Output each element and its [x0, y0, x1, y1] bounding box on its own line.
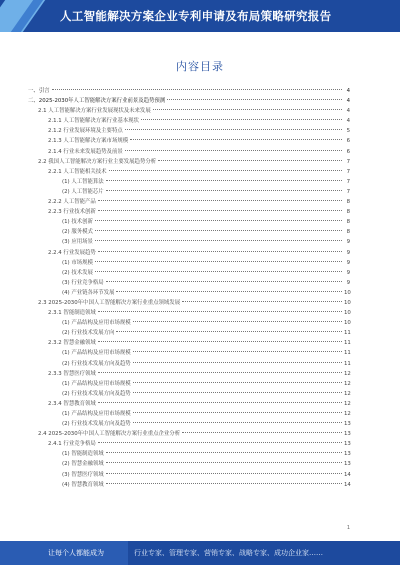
toc-entry-title: (4) 智慧教育领域: [62, 481, 104, 488]
toc-entry[interactable]: [28, 197, 350, 207]
toc-entry-title: 2.4 2025-2030年中国人工智能解决方案行业重点企业分析: [38, 431, 181, 438]
toc-leader-dots: [98, 251, 342, 252]
toc-entry-title: (1) 产品结构及应用市场规模: [62, 411, 131, 417]
toc-entry[interactable]: [28, 439, 350, 449]
toc-entry-page: 14: [344, 481, 351, 488]
toc-entry[interactable]: [28, 288, 350, 298]
page-footer: [0, 541, 400, 565]
toc-entry-page: 12: [344, 380, 351, 387]
toc-leader-dots: [125, 129, 342, 130]
toc-entry[interactable]: [28, 429, 350, 439]
toc-leader-dots: [95, 261, 342, 262]
toc-entry-title: (3) 智慧医疗领域: [62, 471, 104, 478]
toc-entry-title: 2.3.1 智能制造领域: [48, 310, 96, 317]
toc-entry-page: 4: [346, 98, 350, 105]
toc-entry-page: 4: [346, 118, 350, 125]
toc-leader-dots: [167, 99, 342, 100]
toc-entry-page: 7: [346, 168, 350, 175]
toc-entry-page: 7: [346, 158, 350, 165]
toc-entry-page: 9: [346, 239, 350, 246]
toc-entry-title: 2.1 人工智能解决方案行业发展现状及未来发展: [38, 108, 151, 115]
toc-entry-page: 10: [344, 320, 351, 327]
toc-leader-dots: [106, 473, 342, 474]
toc-entry[interactable]: [28, 126, 350, 136]
toc-entry-title: 2.2.1 人工智能相关技术: [48, 168, 107, 175]
toc-entry-title: 2.3.4 智慧教育领域: [48, 400, 96, 407]
toc-entry-title: (2) 技术发展: [62, 269, 93, 276]
toc-entry-title: 2.3.3 智慧医疗领域: [48, 370, 96, 377]
toc-leader-dots: [116, 331, 342, 332]
toc-entry-page: 5: [346, 128, 350, 135]
toc-entry-page: 8: [346, 209, 350, 216]
toc-entry-title: (2) 行业技术发展方向及趋势: [62, 360, 131, 367]
toc-entry-title: 2.4.1 行业竞争格局: [48, 441, 96, 448]
toc-entry[interactable]: [28, 369, 350, 379]
toc-leader-dots: [98, 311, 342, 312]
toc-leader-dots: [98, 442, 342, 443]
toc-leader-dots: [125, 150, 342, 151]
toc-leader-dots: [98, 402, 342, 403]
toc-entry[interactable]: [28, 419, 350, 429]
toc-leader-dots: [106, 190, 342, 191]
toc-entry-page: 13: [344, 421, 351, 428]
toc-entry-title: 2.1.3 人工智能解决方案市场规模: [48, 138, 129, 145]
toc-leader-dots: [133, 412, 342, 413]
toc-leader-dots: [133, 321, 342, 322]
page-number: 1: [346, 525, 350, 531]
toc-entry[interactable]: [28, 96, 350, 106]
toc-entry-page: 12: [344, 400, 351, 407]
toc-entry-page: 10: [344, 299, 351, 306]
toc-entry[interactable]: [28, 470, 350, 480]
toc-leader-dots: [95, 240, 342, 241]
toc-entry-page: 13: [344, 431, 351, 438]
toc-entry[interactable]: [28, 298, 350, 308]
report-title: 人工智能解决方案企业专利申请及布局策略研究报告: [60, 9, 332, 23]
toc-entry-title: (1) 产品结构及应用市场规模: [62, 350, 131, 357]
toc-entry-page: 7: [346, 178, 350, 185]
report-header: [0, 0, 400, 32]
toc-entry-page: 11: [344, 330, 351, 337]
toc-entry-title: 二、2025-2030年人工智能解决方案行业前景及趋势预测: [28, 98, 166, 105]
toc-leader-dots: [158, 160, 342, 161]
toc-leader-dots: [130, 139, 342, 140]
toc-entry[interactable]: [28, 116, 350, 126]
toc-entry-page: 7: [346, 188, 350, 195]
toc-entry-page: 14: [344, 471, 351, 478]
toc-leader-dots: [133, 351, 342, 352]
toc-entry-page: 9: [346, 249, 350, 256]
toc-leader-dots: [182, 432, 342, 433]
toc-entry[interactable]: [28, 278, 350, 288]
toc-entry[interactable]: [28, 379, 350, 389]
toc-entry[interactable]: [28, 147, 350, 157]
toc-entry-title: (3) 应用场景: [62, 239, 93, 246]
toc-entry-page: 8: [346, 229, 350, 236]
toc-entry-page: 6: [346, 148, 350, 155]
toc-entry[interactable]: [28, 348, 350, 358]
toc-entry-title: 2.2.4 行业发展趋势: [48, 249, 96, 256]
toc-entry[interactable]: [28, 227, 350, 237]
toc-entry-page: 6: [346, 138, 350, 145]
toc-leader-dots: [95, 220, 342, 221]
toc-entry-title: 2.1.2 行业发展环境及主要特点: [48, 128, 123, 135]
toc-leader-dots: [153, 109, 342, 110]
toc-leader-dots: [106, 281, 342, 282]
toc-entry-title: (2) 服务模式: [62, 229, 93, 236]
toc-leader-dots: [98, 200, 342, 201]
toc-entry[interactable]: [28, 308, 350, 318]
toc-leader-dots: [106, 462, 342, 463]
toc-entry[interactable]: [28, 480, 350, 490]
toc-entry-page: 9: [346, 259, 350, 266]
toc-entry-title: 2.2 我国人工智能解决方案行业主要发展趋势分析: [38, 158, 157, 165]
toc-entry-page: 4: [346, 108, 350, 115]
toc-entry-page: 8: [346, 199, 350, 206]
toc-entry[interactable]: [28, 268, 350, 278]
toc-leader-dots: [109, 170, 342, 171]
toc-entry[interactable]: [28, 167, 350, 177]
toc-entry-page: 12: [344, 370, 351, 377]
toc-entry[interactable]: [28, 389, 350, 399]
toc-entry-page: 4: [346, 88, 350, 94]
toc-entry[interactable]: [28, 217, 350, 227]
toc-entry[interactable]: [28, 86, 350, 96]
toc-entry-title: (3) 行业竞争格局: [62, 279, 104, 286]
toc-entry-title: 2.3.2 智慧金融领域: [48, 340, 96, 347]
toc-entry-page: 9: [346, 269, 350, 276]
toc-entry[interactable]: [28, 177, 350, 187]
toc-entry-title: (1) 人工智能算法: [62, 178, 104, 185]
toc-entry[interactable]: [28, 136, 350, 146]
toc-leader-dots: [98, 210, 342, 211]
toc-entry-title: (2) 行业技术发展方向及趋势: [62, 421, 131, 428]
toc-leader-dots: [106, 483, 342, 484]
toc-leader-dots: [95, 230, 342, 231]
toc-entry-page: 12: [344, 411, 351, 417]
toc-entry[interactable]: [28, 106, 350, 116]
toc-leader-dots: [133, 362, 342, 363]
toc-heading: 内容目录: [176, 60, 224, 73]
toc-entry[interactable]: [28, 237, 350, 247]
toc-entry[interactable]: [28, 449, 350, 459]
toc-entry-page: 11: [344, 340, 351, 347]
toc-entry[interactable]: [28, 328, 350, 338]
toc-entry-page: 13: [344, 451, 351, 458]
toc-entry[interactable]: [28, 399, 350, 409]
toc-leader-dots: [52, 89, 342, 90]
toc-entry-title: 2.1.4 行业未来发展趋势及前景: [48, 148, 123, 155]
toc-entry[interactable]: [28, 187, 350, 197]
footer-tagline: 行业专家、管理专家、营销专家、战略专家、成功企业家……: [134, 549, 323, 557]
toc-entry[interactable]: [28, 248, 350, 258]
toc-entry[interactable]: [28, 157, 350, 167]
toc-leader-dots: [133, 392, 342, 393]
toc-entry[interactable]: [28, 338, 350, 348]
toc-entry-title: (1) 智能制造领域: [62, 451, 104, 458]
toc-entry-page: 10: [344, 310, 351, 317]
toc-entry[interactable]: [28, 359, 350, 369]
toc-entry-title: 2.2.3 行业技术创新: [48, 209, 96, 216]
toc-entry[interactable]: [28, 207, 350, 217]
toc-leader-dots: [95, 271, 342, 272]
toc-entry-title: (4) 产业链各环节发展: [62, 289, 115, 296]
toc-leader-dots: [106, 180, 342, 181]
toc-entry-title: 2.1.1 人工智能解决方案行业基本现状: [48, 118, 139, 125]
toc-entry[interactable]: [28, 409, 350, 419]
toc-entry-title: 一、引言: [28, 88, 50, 94]
toc-entry-page: 11: [344, 350, 351, 357]
footer-slogan: 让每个人都能成为: [48, 549, 104, 557]
toc-entry-title: 2.2.2 人工智能产品: [48, 199, 96, 206]
toc-entry-page: 11: [344, 360, 351, 367]
toc-entry[interactable]: [28, 459, 350, 469]
toc-entry-title: (2) 人工智能芯片: [62, 188, 104, 195]
toc-entry-page: 8: [346, 219, 350, 226]
toc-leader-dots: [182, 301, 342, 302]
toc-entry-title: (2) 智慧金融领域: [62, 461, 104, 468]
toc-entry-page: 13: [344, 461, 351, 468]
toc-leader-dots: [116, 291, 342, 292]
toc-leader-dots: [106, 452, 342, 453]
toc-entry-title: (1) 市场规模: [62, 259, 93, 266]
toc-leader-dots: [133, 382, 342, 383]
toc-entry-title: (1) 技术创新: [62, 219, 93, 226]
toc-entry-title: (1) 产品结构及应用市场规模: [62, 380, 131, 387]
toc-entry-page: 10: [344, 289, 351, 296]
toc-entry[interactable]: [28, 318, 350, 328]
toc-entry-page: 13: [344, 441, 351, 448]
table-of-contents: [28, 86, 350, 490]
toc-entry-title: (2) 行业技术发展方向及趋势: [62, 390, 131, 397]
toc-entry-title: (1) 产品结构及应用市场规模: [62, 320, 131, 327]
toc-entry-page: 12: [344, 390, 351, 397]
toc-leader-dots: [141, 119, 342, 120]
toc-entry[interactable]: [28, 258, 350, 268]
toc-leader-dots: [98, 372, 342, 373]
toc-entry-page: 9: [346, 279, 350, 286]
toc-entry-title: (2) 行业技术发展方向: [62, 330, 115, 337]
toc-entry-title: 2.3 2025-2030年中国人工智能解决方案行业重点领域发展: [38, 299, 181, 306]
toc-leader-dots: [133, 422, 342, 423]
toc-leader-dots: [98, 341, 342, 342]
